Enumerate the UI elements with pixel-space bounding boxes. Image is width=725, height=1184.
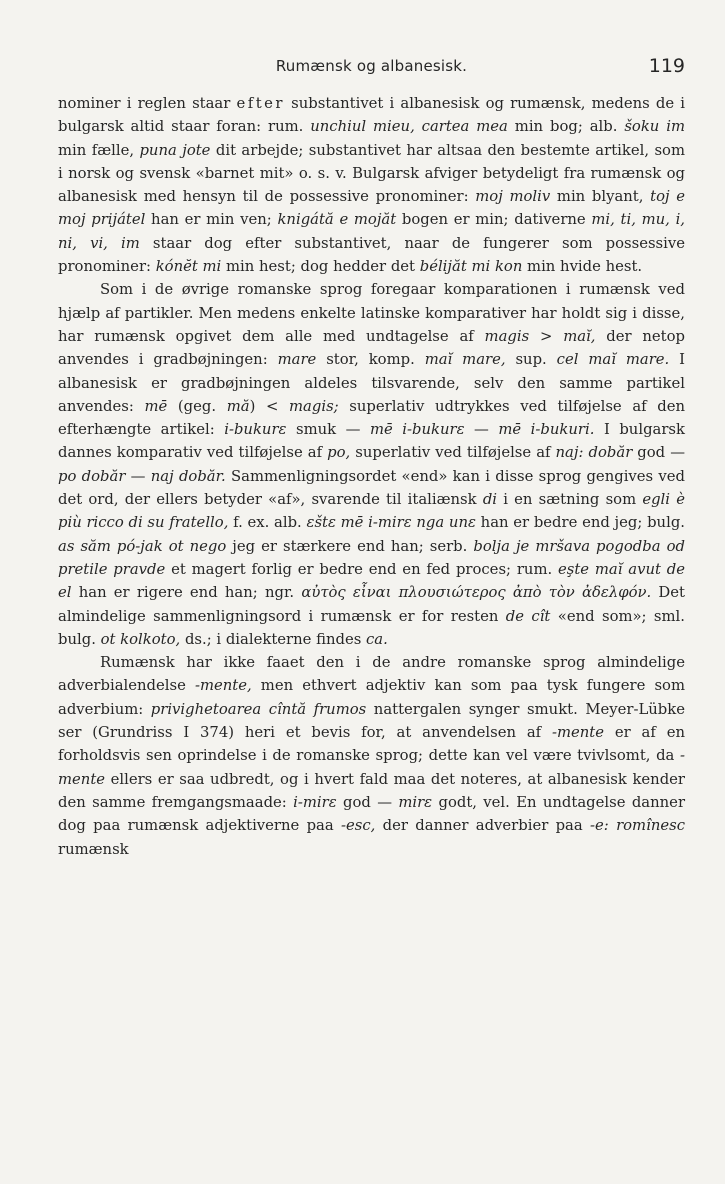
text-run: min bog; alb.	[507, 118, 625, 136]
text-run: (geg.	[167, 397, 227, 415]
italic-term: maĭ mare,	[424, 351, 506, 369]
text-run: ellers er saa udbredt, og i hvert fald maa det noteres, at albanesisk kender den samme fremgangsmaade:	[58, 770, 685, 811]
italic-term: po dobăr	[58, 467, 126, 485]
italic-term: egli è più ricco di su fratello,	[58, 491, 685, 532]
text-run: stor, komp.	[316, 351, 425, 369]
text-run: f. ex. alb.	[228, 514, 307, 532]
text-run: >	[529, 327, 564, 345]
italic-term: -mente,	[194, 677, 252, 695]
text-run: Som i de øvrige romanske sprog foregaar komparationen i rumænsk ved hjælp af partikler. Men medens enkelte latinske komparativer har holdt sig i disse, har rumænsk opgivet dem alle med undtagelse af	[58, 281, 685, 345]
text-run: —	[464, 421, 499, 439]
italic-term: magis;	[289, 397, 339, 415]
text-run: Det almindelige sammenligningsord i rumænsk er for resten	[58, 584, 685, 625]
italic-term: knigátă e mojăt	[277, 211, 397, 229]
italic-term: ca.	[366, 630, 388, 648]
text-run: men ethvert adjektiv kan som paa tysk fungere som adverbium:	[58, 677, 685, 718]
text-run: min hest; dog hedder det	[221, 258, 420, 276]
italic-term: eşte maĭ avut de el	[58, 560, 685, 602]
italic-term: naj:	[555, 444, 584, 462]
italic-term: po,	[327, 444, 351, 462]
text-run: I bulgarsk dannes komparativ ved tilføjelse af	[58, 421, 685, 462]
italic-term: mē	[144, 397, 168, 415]
italic-term: as săm pó-jak ot nego	[58, 537, 227, 555]
spaced-text: efter	[236, 95, 285, 112]
text-run: ds.; i dialekterne findes	[180, 630, 367, 648]
text-run: superlativ ved tilføjelse af	[350, 444, 556, 462]
text-run: god —	[632, 444, 685, 462]
text-run: der danner adverbier paa	[375, 817, 591, 835]
text-run: superlativ udtrykkes ved tilføjelse af den efterhængte artikel:	[58, 397, 686, 439]
italic-term: -esc,	[341, 817, 376, 835]
paragraph-1	[58, 92, 685, 278]
text-run: er af en forholdsvis sen oprindelse i de romanske sprog; dette kan vel være tvivlsomt, da	[58, 724, 685, 765]
italic-term: moj moliv	[475, 188, 551, 206]
italic-term: mare	[277, 351, 317, 369]
italic-term: mē i-bukuri.	[498, 421, 595, 439]
text-run: —	[125, 467, 151, 485]
italic-term: toj e moj prijátel	[58, 188, 685, 229]
italic-term: bélijăt mi kon	[419, 258, 523, 276]
italic-term: -mente	[551, 724, 605, 742]
italic-term: -e:	[590, 817, 609, 835]
italic-term: bolja je mršava pogodba od pretile pravde	[58, 537, 685, 578]
italic-term: šoku im	[624, 118, 686, 136]
text-run: staar dog efter substantivet, naar de fungerer som possessive pronominer:	[58, 234, 685, 276]
italic-term: ot kolkoto,	[100, 630, 181, 648]
text-run: rumænsk	[58, 840, 129, 858]
italic-term: mă	[226, 397, 250, 415]
text-run: nominer i reglen staar	[58, 95, 237, 112]
text-run: jeg er stærkere end han; serb.	[226, 537, 474, 555]
text-run: bogen er min; dativerne	[396, 211, 592, 229]
italic-term: i-mirε	[293, 793, 337, 811]
text-run: sup.	[505, 351, 557, 369]
text-run: smuk —	[286, 421, 370, 439]
italic-term: cel maĭ mare.	[556, 351, 670, 369]
text-run: min blyant,	[550, 188, 651, 206]
text-run: han er bedre end jeg; bulg.	[475, 514, 685, 532]
page-header	[58, 57, 685, 81]
text-run: dit arbejde; substantivet har altsaa den bestemte artikel, som i norsk og svensk «barnet mit» o. s. v. Bulgarsk afviger betydeligt fra rumænsk og albanesisk med hensyn til de possessive pronominer:	[58, 141, 685, 206]
text-run: nattergalen synger smukt. Meyer-Lübke ser (Grundriss I 374) heri et bevis for, at anvendelsen af	[58, 700, 686, 742]
italic-term: εštε mē i-mirε nga unε	[306, 514, 476, 532]
italic-term: puna jote	[139, 141, 211, 159]
italic-term: kónĕt mi	[155, 258, 222, 276]
text-run: I albanesisk er gradbøjningen aldeles tilsvarende, selv den samme partikel anvendes:	[58, 351, 685, 415]
page-number: 119	[648, 55, 685, 77]
text-run: Rumænsk har ikke faaet den i de andre romanske sprog almindelige adverbialendelse	[58, 654, 685, 695]
text-run: Sammenligningsordet «end» kan i disse sprog gengives ved det ord, der ellers betyder «af», svarende til italiænsk	[58, 467, 685, 509]
body-text	[58, 92, 685, 861]
text-run: et magert forlig er bedre end en fed proces; rum.	[165, 560, 558, 578]
italic-term: unchiul mieu, cartea mea	[310, 118, 508, 136]
italic-term: privighetoarea cîntă frumos	[150, 700, 367, 718]
italic-term: romînesc	[616, 817, 685, 835]
text-run: «end som»; sml. bulg.	[58, 607, 685, 648]
italic-term: mi, ti, mu, i, ni, vi, im	[58, 211, 686, 252]
text-run	[609, 817, 616, 834]
italic-term: dobăr	[588, 444, 633, 462]
paragraph-3	[58, 651, 685, 861]
italic-term: magis	[484, 327, 530, 345]
italic-term: -mente	[58, 747, 685, 788]
text-run: ) <	[249, 397, 290, 415]
text-run: han er min ven;	[145, 211, 278, 229]
italic-term: mē i-bukurε	[369, 421, 465, 439]
italic-term: naj dobăr.	[150, 467, 226, 485]
text-run: substantivet i albanesisk og rumænsk, medens de i bulgarsk altid staar foran: rum.	[58, 95, 685, 136]
italic-term: mirε	[398, 793, 433, 811]
text-run: god —	[336, 793, 399, 811]
text-run: godt, vel. En undtagelse danner dog paa rumænsk adjektiverne paa	[58, 793, 686, 835]
text-run: min hvide hest.	[522, 258, 643, 276]
paragraph-2	[58, 278, 685, 651]
italic-term: i-bukurε	[224, 421, 287, 439]
running-head: Rumænsk og albanesisk.	[275, 57, 468, 75]
text-run: han er rigere end han; ngr.	[71, 584, 302, 602]
italic-term: maĭ,	[563, 327, 596, 345]
text-run: der netop anvendes i gradbøjningen:	[58, 327, 686, 369]
italic-term: αὐτὸς εἶναι πλουσιώτερος ἀπὸ τὸν ἀδελφόν.	[301, 584, 652, 602]
italic-term: di	[482, 491, 498, 509]
italic-term: de cît	[505, 607, 551, 625]
text-run: min fælle,	[58, 141, 140, 159]
text-run: i en sætning som	[497, 491, 643, 509]
